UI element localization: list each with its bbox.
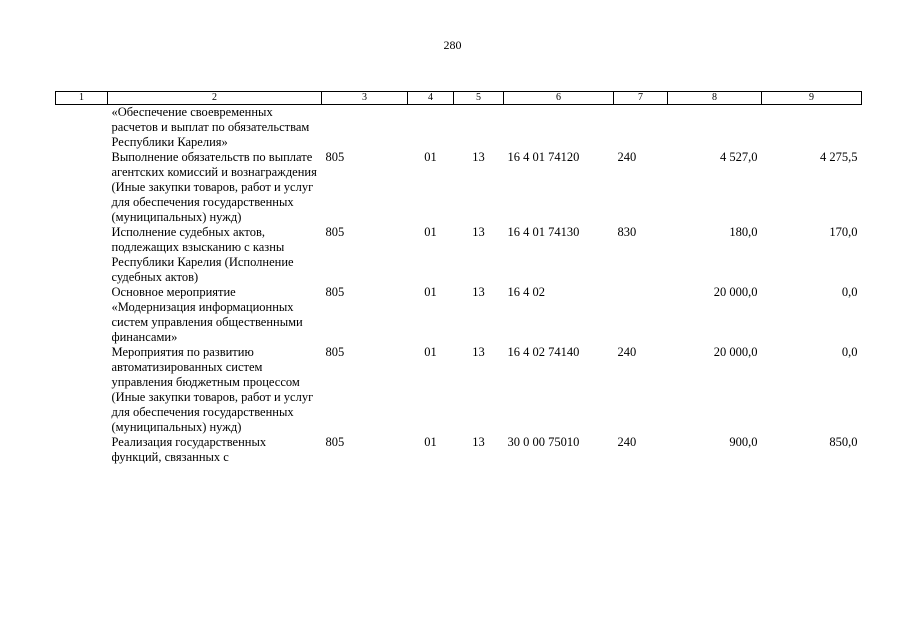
- cell-description: Выполнение обязательств по выплате агентских комиссий и вознаграждения (Иные закупки товаров, работ и услуг для обеспечения государственных (муниципальных) нужд): [111, 150, 317, 224]
- cell-amount-2: 4 275,5: [820, 150, 858, 164]
- cell-col1: [56, 345, 108, 435]
- cell-amount-2: 170,0: [829, 225, 858, 239]
- table-body: [56, 105, 862, 466]
- cell-amount-1: 20 000,0: [713, 345, 758, 359]
- cell-subsection: 13: [472, 435, 485, 449]
- cell-col1: [56, 105, 108, 151]
- cell-subsection: 13: [472, 345, 485, 359]
- cell-target-article: [504, 105, 614, 151]
- column-header-9: 9: [762, 92, 862, 105]
- cell-expense-type: [614, 285, 668, 345]
- cell-section: 01: [424, 150, 437, 164]
- header-row: [56, 92, 862, 105]
- cell-col1: [56, 150, 108, 225]
- cell-description: Реализация государственных функций, связанных с: [111, 435, 267, 464]
- cell-section: 01: [424, 345, 437, 359]
- cell-target-article: 16 4 01 74120: [507, 150, 580, 164]
- cell-expense-type: [614, 105, 668, 151]
- cell-section: [408, 105, 454, 151]
- column-header-4: 4: [408, 92, 454, 105]
- cell-subsection: 13: [472, 225, 485, 239]
- cell-amount-1: [668, 105, 762, 151]
- cell-amount-1: 20 000,0: [713, 285, 758, 299]
- cell-description: Исполнение судебных актов, подлежащих взысканию с казны Республики Карелия (Исполнение судебных актов): [111, 225, 294, 284]
- cell-description: Основное мероприятие «Модернизация информационных систем управления общественными финансами»: [111, 285, 303, 344]
- cell-subsection: 13: [472, 285, 485, 299]
- cell-expense-type: 830: [617, 225, 637, 239]
- cell-amount-1: 4 527,0: [720, 150, 758, 164]
- cell-target-article: 16 4 02 74140: [507, 345, 580, 359]
- cell-description: «Обеспечение своевременных расчетов и выплат по обязательствам Республики Карелия»: [111, 105, 310, 149]
- column-header-2: 2: [108, 92, 322, 105]
- page-number: 280: [443, 38, 462, 52]
- column-header-8: 8: [668, 92, 762, 105]
- cell-amount-1: 900,0: [729, 435, 758, 449]
- cell-amount-2: 850,0: [829, 435, 858, 449]
- cell-section: 01: [424, 225, 437, 239]
- cell-expense-type: 240: [617, 435, 637, 449]
- table-row: [56, 435, 862, 465]
- table-row: [56, 150, 862, 225]
- column-header-6: 6: [504, 92, 614, 105]
- column-header-3: 3: [322, 92, 408, 105]
- table-row: [56, 225, 862, 285]
- cell-target-article: 16 4 01 74130: [507, 225, 580, 239]
- cell-ministry-code: 805: [325, 150, 345, 164]
- cell-description: Мероприятия по развитию автоматизированных систем управления бюджетным процессом (Иные закупки товаров, работ и услуг для обеспечения государственных (муниципальных) нужд): [111, 345, 314, 434]
- cell-section: 01: [424, 435, 437, 449]
- column-header-5: 5: [454, 92, 504, 105]
- cell-ministry-code: 805: [325, 345, 345, 359]
- cell-amount-1: 180,0: [729, 225, 758, 239]
- cell-target-article: 16 4 02: [507, 285, 545, 299]
- table-row: [56, 105, 862, 151]
- cell-amount-2: 0,0: [841, 285, 858, 299]
- cell-expense-type: 240: [617, 345, 637, 359]
- cell-expense-type: 240: [617, 150, 637, 164]
- cell-target-article: 30 0 00 75010: [507, 435, 580, 449]
- cell-section: 01: [424, 285, 437, 299]
- cell-subsection: [454, 105, 504, 151]
- budget-table: [55, 91, 862, 465]
- cell-col1: [56, 285, 108, 345]
- cell-col1: [56, 435, 108, 465]
- cell-ministry-code: [322, 105, 408, 151]
- cell-amount-2: 0,0: [841, 345, 858, 359]
- cell-amount-2: [762, 105, 862, 151]
- table-row: [56, 345, 862, 435]
- cell-subsection: 13: [472, 150, 485, 164]
- cell-ministry-code: 805: [325, 285, 345, 299]
- cell-col1: [56, 225, 108, 285]
- column-header-7: 7: [614, 92, 668, 105]
- cell-ministry-code: 805: [325, 225, 345, 239]
- table-row: [56, 285, 862, 345]
- cell-ministry-code: 805: [325, 435, 345, 449]
- table-header: [56, 92, 862, 105]
- column-header-1: 1: [56, 92, 108, 105]
